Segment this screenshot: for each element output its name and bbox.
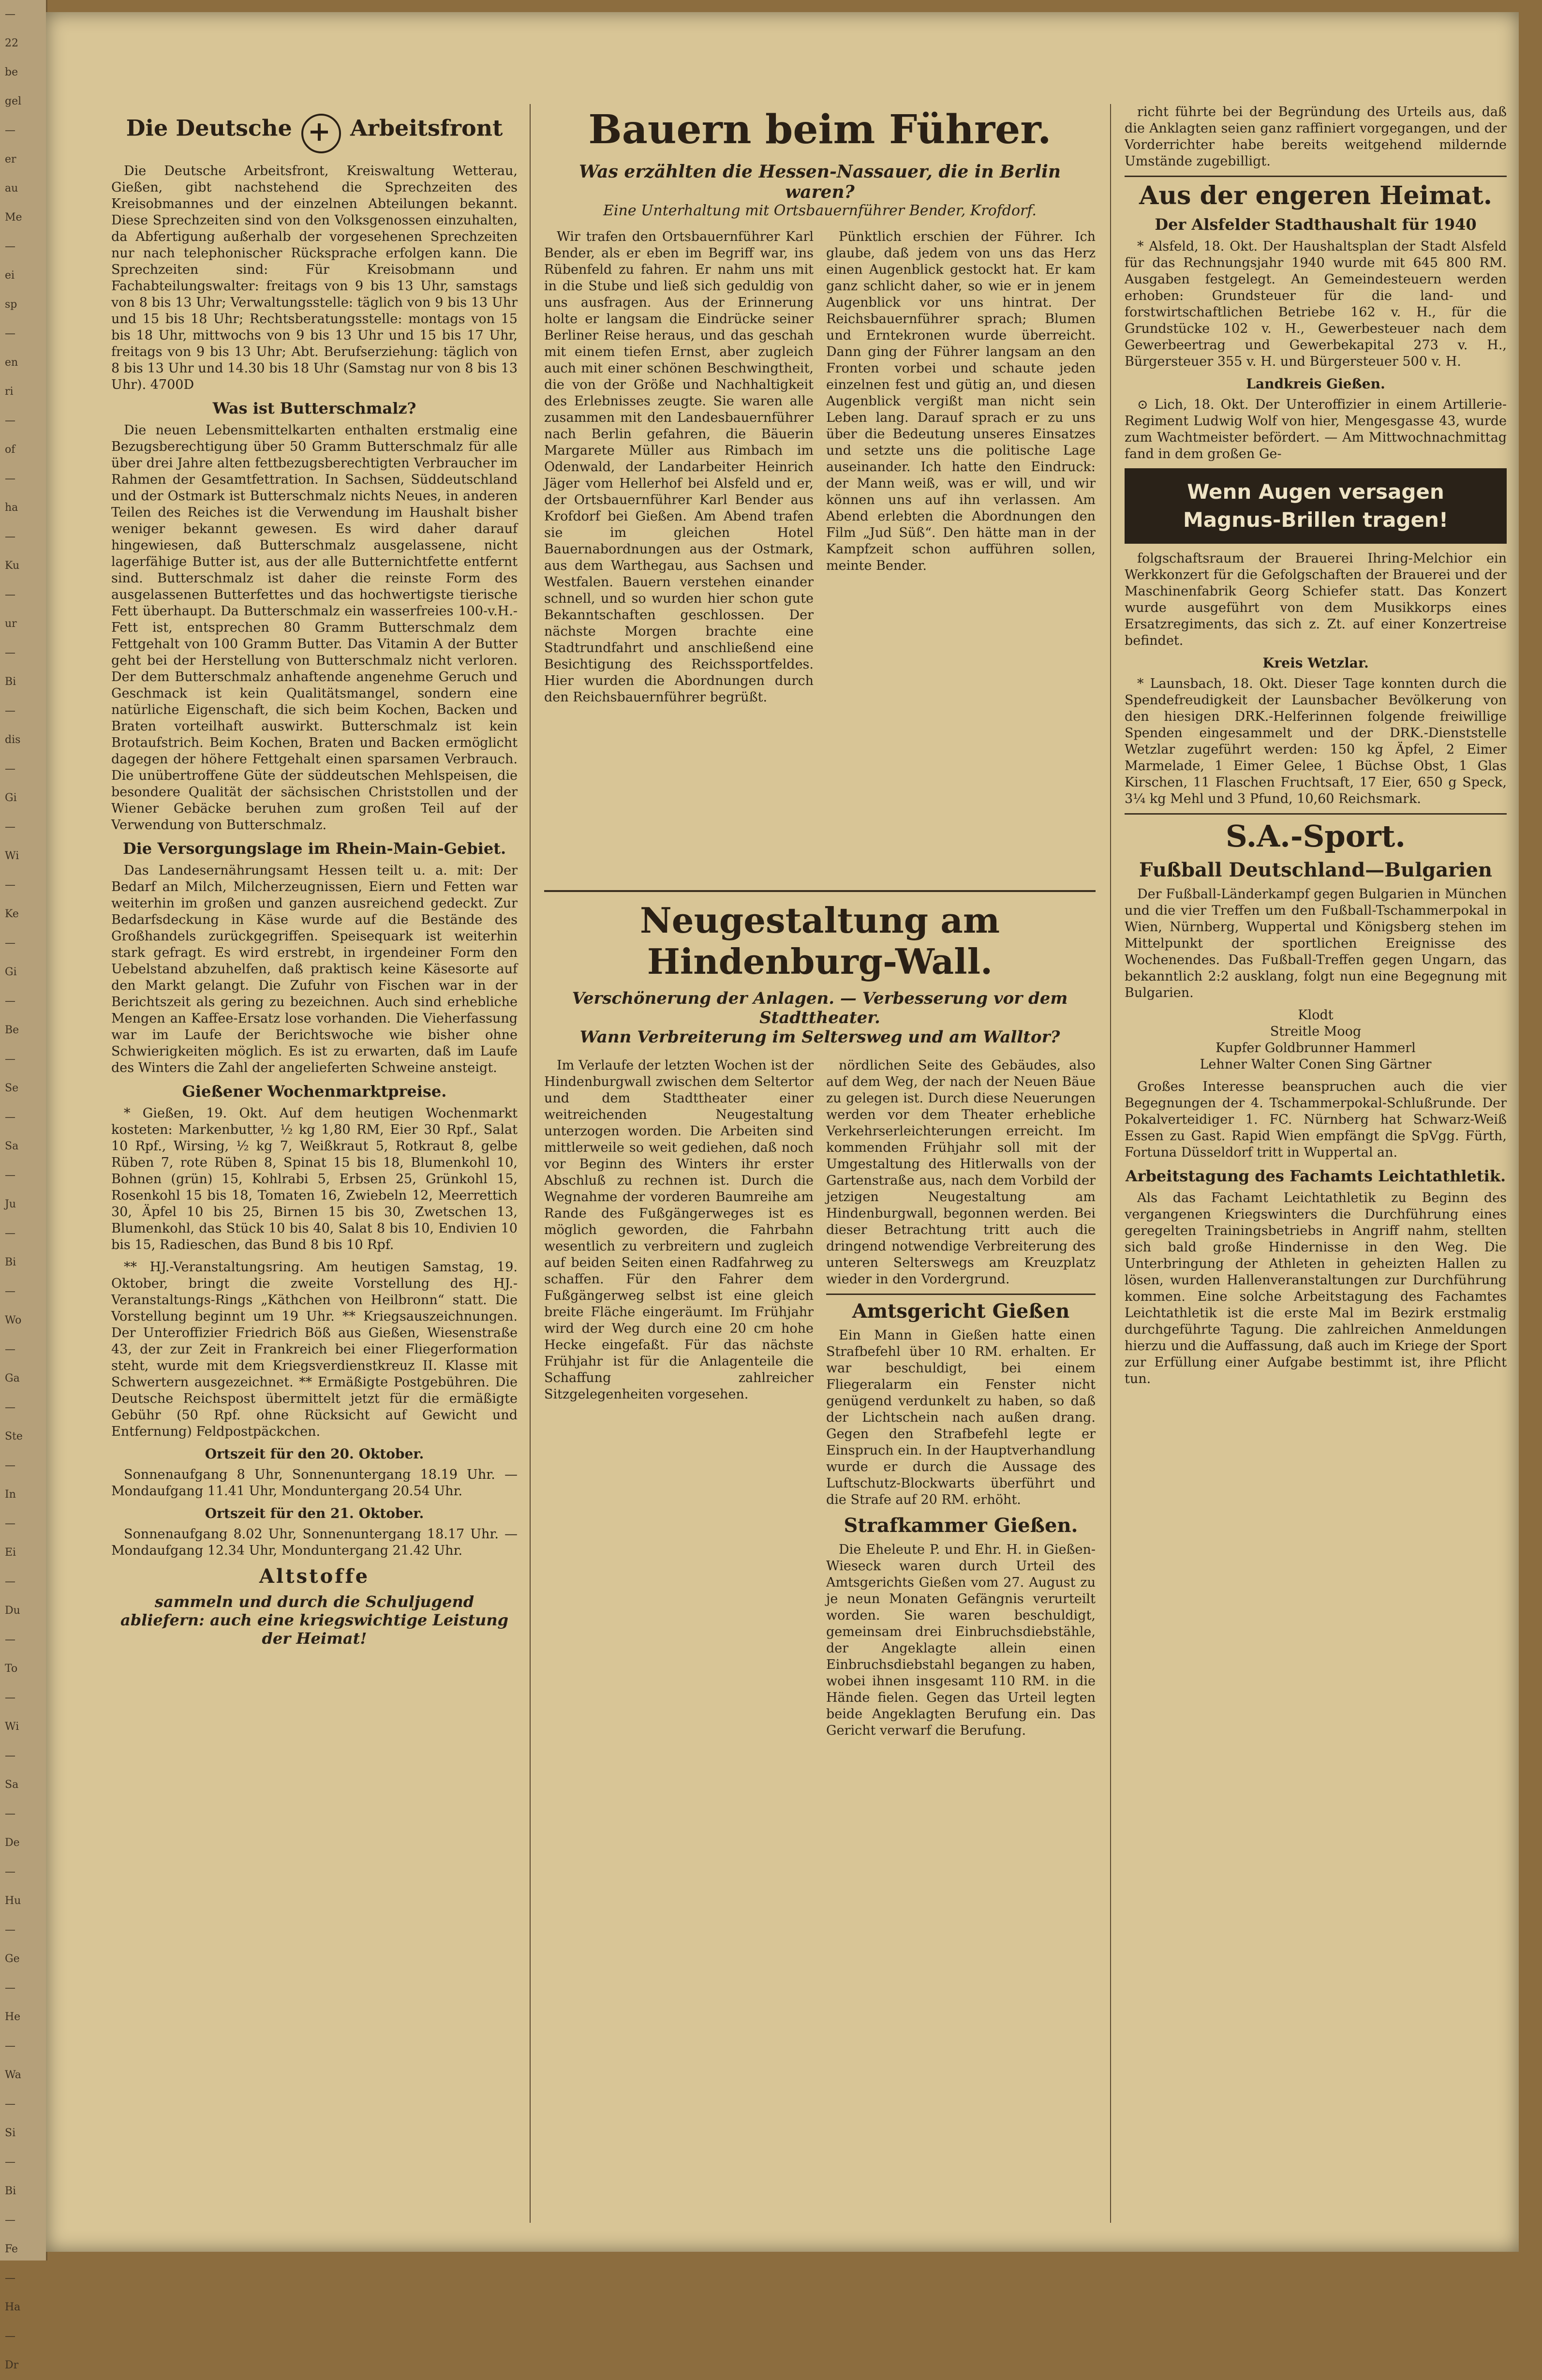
lineup-row-3: Kupfer Goldbrunner Hammerl (1216, 1041, 1416, 1056)
wetzlar-headline: Kreis Wetzlar. (1262, 655, 1369, 671)
right-column (1125, 104, 1507, 2228)
center-divider (544, 890, 1096, 892)
altstoffe-headline: Altstoffe (259, 1565, 370, 1588)
team-lineup (1125, 1007, 1507, 1073)
column-rule (1110, 104, 1111, 2223)
lineup-row-1: Klodt (1298, 1008, 1334, 1023)
strafkammer-article: Die Eheleute P. und Ehr. H. in Gießen-Wieseck waren durch Urteil des Amtsgerichts Gießen vom 27. August zu je neun Monaten Gefängnis verurteilt worden. Sie waren beschuldigt, gemeinsam drei Einbruchsdiebstähle, der Angeklagte allein einen Einbruchsdiebstahl begangen zu haben, wobei ihnen insgesamt 110 RM. in die Hände fielen. Gegen das Urteil legten beide Angeklagten Berufung ein. Das Gericht verwarf die Berufung. (826, 1542, 1096, 1738)
bauern-subheadline: Was erzählten die Hessen-Nassauer, die in Berlin waren? (579, 162, 1061, 202)
ortszeit-21-text: Sonnenaufgang 8.02 Uhr, Sonnenuntergang 18.17 Uhr. — Mondaufgang 12.34 Uhr, Monduntergang 21.42 Uhr. (111, 1527, 518, 1558)
bauern-article-col1: Wir trafen den Ortsbauernführer Karl Bender, als er eben im Begriff war, ins Rübenfeld zu fahren. Er nahm uns mit in die Stube und ließ sich geduldig von uns ausfragen. Aus der Erinnerung holte er langsam die Eindrücke seiner Berliner Reise heraus, und das geschah mit einem tiefen Ernst, aber zugleich auch mit einer schönen Beschwingtheit, die von der Größe und Nachhaltigkeit des Erlebnisses zeugte. Sie waren alle zusammen mit den Landesbauernführer nach Berlin gefahren, die Bäuerin Margarete Müller aus Rimbach im Odenwald, der Landarbeiter Heinrich Jäger vom Hellerhof bei Alsfeld und er, der Ortsbauernführer Karl Bender aus Krofdorf bei Gießen. Am Abend trafen sie im gleichen Hotel Bauernabordnungen aus der Ostmark, aus dem Warthegau, aus Sachsen und Westfalen. Bauern verstehen einander schnell, und so wurden hier schon gute Bekanntschaften geschlossen. Der nächste Morgen brachte eine Stadtrundfahrt und anschließend eine Besichtigung des Reichssportfeldes. Hier wurden die Abordnungen durch den Reichsbauernführer begrüßt. (544, 229, 814, 705)
amtsgericht-article: Ein Mann in Gießen hatte einen Strafbefehl über 10 RM. erhalten. Er war beschuldigt, bei einem Fliegeralarm ein Fenster nicht genügend verdunkelt zu haben, so daß der Lichtschein nach außen drang. Gegen den Strafbefehl legte er Einspruch ein. In der Hauptverhandlung wurde er durch die Aussage des Luftschutz-Blockwarts überführt und die Strafe auf 20 RM. erhöht. (826, 1328, 1096, 1507)
ad-line-1: Wenn Augen versagen (1187, 480, 1444, 504)
strafkammer-headline: Strafkammer Gießen. (844, 1514, 1078, 1537)
ortszeit-20-text: Sonnenaufgang 8 Uhr, Sonnenuntergang 18.19 Uhr. — Mondaufgang 11.41 Uhr, Monduntergang 20.54 Uhr. (111, 1467, 518, 1499)
divider (1125, 813, 1507, 815)
bauern-article-col2: Pünktlich erschien der Führer. Ich glaube, daß jedem von uns das Herz einen Augenblick gestockt hat. Er kam ganz schlicht daher, so wie er in jenem Augenblick vor uns hintrat. Der Reichsbauernführer sprach; Blumen und Erntekronen wurde überreicht. Dann ging der Führer langsam an den Fronten vorbei und schaute jeden einzelnen fest und gütig an, und diesen Augenblick vergißt man nicht sein Leben lang. Darauf sprach er zu uns über die Bedeutung unseres Einsatzes und setzte uns die politische Lage auseinander. Ich hatte den Eindruck: der Mann weiß, was er will, und wir können uns auf ihn verlassen. Am Abend erlebten die Abordnungen den Film „Jud Süß“. Den hätte man in der Kampfzeit schon aufführen sollen, meinte Bender. (826, 229, 1096, 573)
alsfeld-headline: Der Alsfelder Stadthaushalt für 1940 (1155, 215, 1477, 234)
daf-title-right: Arbeitsfront (350, 115, 503, 141)
daf-emblem-icon (301, 114, 341, 153)
heimat-headline: Aus der engeren Heimat. (1139, 181, 1492, 210)
lineup-row-4: Lehner Walter Conen Sing Gärtner (1200, 1057, 1432, 1072)
left-column (111, 114, 518, 2237)
fussball-headline: Fußball Deutschland—Bulgarien (1139, 859, 1492, 881)
butter-article: Die neuen Lebensmittelkarten enthalten erstmalig eine Bezugsberechtigung über 50 Gramm Butterschmalz für alle über drei Jahre alten fettbezugsberechtigten Verbraucher im Rahmen der Gesamtfettration. In Sachsen, Süddeutschland und der Ostmark ist Butterschmalz nichts Neues, in anderen Teilen des Reiches ist die Verwendung im Haushalt bisher weniger bekannt gewesen. Es wird daher darauf hingewiesen, daß Butterschmalz ausgelassene, nicht lagerfähige Butter ist, aus der alle Butternichtfette entfernt sind. Butterschmalz ist daher die reinste Form des ausgelassenen Butterfettes und das hochwertigste tierische Fett überhaupt. Da Butterschmalz ein wasserfreies 100-v.H.-Fett ist, entsprechen 80 Gramm Butterschmalz dem Fettgehalt von 100 Gramm Butter. Das Vitamin A der Butter geht bei der Herstellung von Butterschmalz nicht verloren. Der dem Butterschmalz anhaftende angenehme Geruch und Geschmack ist kein Qualitätsmangel, sondern eine natürliche Eigenschaft, die sich beim Kochen, Backen und Braten vorteilhaft auswirkt. Butterschmalz ist kein Brotaufstrich. Beim Kochen, Braten und Backen ermöglicht dagegen der höhere Fettgehalt einen sparsamen Verbrauch. Die unübertroffene Güte der süddeutschen Mehlspeisen, die besondere Qualität der sächsischen Christstollen und der Wiener Gebäcke beruhen zum großen Teil auf der Verwendung von Butterschmalz. (111, 423, 518, 833)
ortszeit-21-headline: Ortszeit für den 21. Oktober. (205, 1505, 424, 1521)
center-bottom (544, 900, 1096, 2225)
local-notes: ** HJ.-Veranstaltungsring. Am heutigen Samstag, 19. Oktober, bringt die zweite Vorstellung des HJ.-Veranstaltungs-Rings „Käthchen von Heilbronn“ statt. Die Vorstellung beginnt um 19 Uhr. ** Kriegsauszeichnungen. Der Unteroffizier Friedrich Böß aus Gießen, Wiesenstraße 43, der zur Zeit in Frankreich bei einer Fliegerformation steht, wurde mit dem Kriegsverdienstkreuz II. Klasse mit Schwertern ausgezeichnet. ** Ermäßigte Postgebühren. Die Deutsche Reichspost übermittelt jetzt für die ermäßigte Gebühr (50 Rpf. ohne Rücksicht auf Gewicht und Entfernung) Feldpostpäckchen. (111, 1260, 518, 1439)
hindenburg-subheadline: Verschönerung der Anlagen. — Verbesserung vor dem Stadttheater. (572, 989, 1068, 1027)
landkreis-headline: Landkreis Gießen. (1246, 376, 1385, 392)
werkkonzert-article: folgschaftsraum der Brauerei Ihring-Melchior ein Werkkonzert für die Gefolgschaften der Brauerei und der Maschinenfabrik Georg Schiefer statt. Das Konzert wurde ausgeführt von dem Musikkorps eines Ersatzregiments, das sich z. Zt. auf einer Konzertreise befindet. (1125, 551, 1507, 648)
hindenburg-article-col1: Im Verlaufe der letzten Wochen ist der Hindenburgwall zwischen dem Seltertor und dem Stadttheater einer weitreichenden Neugestaltung unterzogen worden. Die Arbeiten sind mittlerweile so weit gediehen, daß noch vor Beginn des Winters ihr erster Abschluß zu rechnen ist. Durch die Wegnahme der vorderen Baumreihe am Rande des Fußgängerweges ist es möglich geworden, die Fahrbahn wesentlich zu verbreitern und zugleich auf beiden Seiten einen Radfahrweg zu schaffen. Für den Fahrer dem Fußgängerweg selbst ist eine gleich breite Fläche eingeräumt. Im Frühjahr wird der Weg durch eine 20 cm hohe Hecke eingefaßt. Für das nächste Frühjahr ist für die Anlagenteile die Schaffung zahlreicher Sitzgelegenheiten vorgesehen. (544, 1058, 814, 1402)
newspaper-page (46, 12, 1519, 2252)
bauern-subheadline-2: Eine Unterhaltung mit Ortsbauernführer Bender, Krofdorf. (603, 202, 1037, 219)
fussball-article: Der Fußball-Länderkampf gegen Bulgarien in München und die vier Treffen um den Fußball-Tschammerpokal in Wien, Nürnberg, Wuppertal und Königsberg stehen im Mittelpunkt der sportlichen Ereignisse des Wochenendes. Das Fußball-Treffen gegen Ungarn, das bekanntlich 2:2 ausklang, folgt nun eine Begegnung mit Bulgarien. (1125, 887, 1507, 1000)
hindenburg-article-col2: nördlichen Seite des Gebäudes, also auf dem Weg, der nach der Neuen Bäue zu gelegen ist. Durch diese Neuerungen werden vor dem Theater erhebliche Verkehrserleichterungen erreicht. Im kommenden Frühjahr soll mit der Umgestaltung des Hitlerwalls von der Gartenstraße aus, nach dem Vorbild der jetzigen Neugestaltung am Hindenburgwall, begonnen werden. Bei dieser Betrachtung tritt auch die dringend notwendige Verbreiterung des unteren Selterswegs am Kreuzplatz wieder in den Vordergrund. (826, 1058, 1096, 1287)
leichtathletik-headline: Arbeitstagung des Fachamts Leichtathletik. (1125, 1167, 1506, 1185)
adjacent-page-edge: — 22 be gel — er au Me — ei sp — en ri — of — ha — Ku — ur — Bi — dis — Gi — Wi — Ke — Gi — Be — Se — Sa — Ju — Bi — Wo — Ga — Ste — In — Ei — Du — To — Wi — Sa — De — Hu — Ge — He — Wa — Si — Bi — Fe — Ha — Dr (0, 0, 47, 2261)
bauern-headline: Bauern beim Führer. (588, 106, 1052, 153)
ad-line-2: Magnus-Brillen tragen! (1183, 508, 1449, 532)
divider (1125, 176, 1507, 177)
divider (826, 1294, 1096, 1295)
hindenburg-headline: Neugestaltung am Hindenburg-Wall. (639, 900, 1000, 982)
daf-article: Die Deutsche Arbeitsfront, Kreiswaltung Wetterau, Gießen, gibt nachstehend die Sprechzeiten des Kreisobmannes und der einzelnen Abteilungen bekannt. Diese Sprechzeiten sind von den Volksgenossen einzuhalten, da Abfertigung außerhalb der vorgesehenen Sprechzeiten nur nach telephonischer Rücksprache erfolgen kann. Die Sprechzeiten sind: Für Kreisobmann und Fachabteilungswalter: freitags von 9 bis 13 Uhr, samstags von 8 bis 13 Uhr; Verwaltungsstelle: täglich von 9 bis 13 Uhr und 15 bis 18 Uhr; Rechtsberatungsstelle: montags von 15 bis 18 Uhr, mittwochs von 9 bis 13 Uhr und 15 bis 17 Uhr, freitags von 9 bis 13 Uhr; Abt. Berufserziehung: täglich von 8 bis 13 Uhr und 14.30 bis 18 Uhr (Samstag nur von 8 bis 13 Uhr). 4700D (111, 164, 518, 392)
launsbach-article: * Launsbach, 18. Okt. Dieser Tage konnten durch die Spendefreudigkeit der Launsbacher Bevölkerung von den hiesigen DRK.-Helferinnen folgende freiwillige Spenden eingesammelt und der DRK.-Dienststelle Wetzlar zugeführt werden: 150 kg Äpfel, 2 Eimer Marmelade, 1 Eimer Gelee, 1 Büchse Obst, 1 Glas Kirschen, 11 Flaschen Fruchtsaft, 17 Eier, 650 g Speck, 3¼ kg Mehl und 3 Pfund, 10,60 Reichsmark. (1125, 676, 1507, 806)
brillen-advertisement (1125, 468, 1507, 544)
markt-headline: Gießener Wochenmarktpreise. (182, 1082, 447, 1101)
leichtathletik-article: Als das Fachamt Leichtathletik zu Beginn des vergangenen Kriegswinters die Durchführung eines geregelten Trainingsbetriebs in Angriff nahm, stellten sich bald große Hindernisse in den Weg. Die Unterbringung der Athleten in geheizten Hallen zu lösen, wurden Hallenveranstaltungen zur Durchführung kommen. Eine solche Arbeitstagung des Fachamtes Leichtathletik ist die erste Mal im Bezirk erstmalig durchgeführte Tagung. Die zahlreichen Anmeldungen hierzu und die Auffassung, daß auch im Kriege der Sport zur Erfüllung einer Aufgabe bestimmt ist, ihre Pflicht tun. (1125, 1190, 1507, 1386)
sport-headline: S.A.-Sport. (1226, 818, 1406, 854)
column-rule (530, 104, 531, 2223)
lich-article: ⊙ Lich, 18. Okt. Der Unteroffizier in einem Artillerie-Regiment Ludwig Wolf von hier, Mengesgasse 43, wurde zum Wachtmeister befördert. — Am Mittwochnachmittag fand in dem großen Ge- (1125, 397, 1507, 461)
center-top (544, 106, 1096, 890)
alsfeld-article: * Alsfeld, 18. Okt. Der Haushaltsplan der Stadt Alsfeld für das Rechnungsjahr 1940 wurde mit 645 800 RM. Ausgaben festgelegt. An Gemeindesteuern werden erhoben: Grundsteuer für die land- und forstwirtschaftlichen Betriebe 162 v. H., für die Grundstücke 102 v. H., Gewerbesteuer nach dem Gewerbeertrag und Gewerbekapital 273 v. H., Bürgersteuer 355 v. H. und Bürgersteuer 500 v. H. (1125, 239, 1507, 369)
markt-article: * Gießen, 19. Okt. Auf dem heutigen Wochenmarkt kosteten: Markenbutter, ½ kg 1,80 RM, Eier 30 Rpf., Salat 10 Rpf., Wirsing, ½ kg 7, Weißkraut 5, Rotkraut 8, gelbe Rüben 7, rote Rüben 8, Spinat 15 bis 18, Blumenkohl 10, Bohnen (grün) 15, Kohlrabi 5, Erbsen 25, Grünkohl 15, Rosenkohl 15 bis 18, Tomaten 16, Zwiebeln 12, Meerrettich 30, Äpfel 10 bis 25, Birnen 15 bis 30, Zwetschen 13, Blumenkohl, das Stück 10 bis 40, Salat 8 bis 10, Endivien 10 bis 15, Radieschen, das Bund 8 bis 10 Rpf. (111, 1106, 518, 1252)
versorgung-article: Das Landesernährungsamt Hessen teilt u. a. mit: Der Bedarf an Milch, Milcherzeugnissen, Eiern und Fetten war weiterhin im großen und ganzen ausreichend gedeckt. Zur Bedarfsdeckung in Käse wurde auf die Bestände des Großhandels zurückgegriffen. Speisequark ist weiterhin stark gefragt. Es wird erstrebt, in irgendeiner Form den Uebelstand abzuhelfen, daß praktisch keine Käsesorte auf den Markt gelangt. Die Zufuhr von Fischen war in der Berichtszeit als gering zu bezeichnen. Auch sind erhebliche Mengen an Kaffee-Ersatz lose vorhanden. Die Vieherfassung war im Laufe der Berichtswoche wie bisher ohne Schwierigkeiten möglich. Es ist zu erwarten, daß im Laufe des Winters die Zahl der angelieferten Schweine ansteigt. (111, 863, 518, 1075)
daf-masthead (111, 114, 518, 153)
versorgung-headline: Die Versorgungslage im Rhein-Main-Gebiet. (122, 839, 506, 858)
continued-text: richt führte bei der Begründung des Urteils aus, daß die Anklagten seien ganz raffiniert vorgegangen, und der Vorderrichter habe bereits weitgehend mildernde Umstände zugebilligt. (1125, 104, 1507, 169)
hindenburg-subheadline-2: Wann Verbreiterung im Seltersweg und am Walltor? (579, 1027, 1060, 1047)
daf-title-left: Die Deutsche (126, 115, 292, 141)
butter-headline: Was ist Butterschmalz? (212, 399, 416, 417)
lineup-row-2: Streitle Moog (1270, 1024, 1362, 1039)
altstoffe-appeal: sammeln und durch die Schuljugend abliefern: auch eine kriegswichtige Leistung der Heimat! (120, 1592, 509, 1648)
ortszeit-20-headline: Ortszeit für den 20. Oktober. (205, 1446, 424, 1462)
amtsgericht-headline: Amtsgericht Gießen (852, 1300, 1070, 1323)
pokal-article: Großes Interesse beanspruchen auch die vier Begegnungen der 4. Tschammerpokal-Schlußrunde. Der Pokalverteidiger 1. FC. Nürnberg hat Schwarz-Weiß Essen zu Gast. Rapid Wien empfängt die SpVgg. Fürth, Fortuna Düsseldorf tritt in Wuppertal an. (1125, 1079, 1507, 1160)
